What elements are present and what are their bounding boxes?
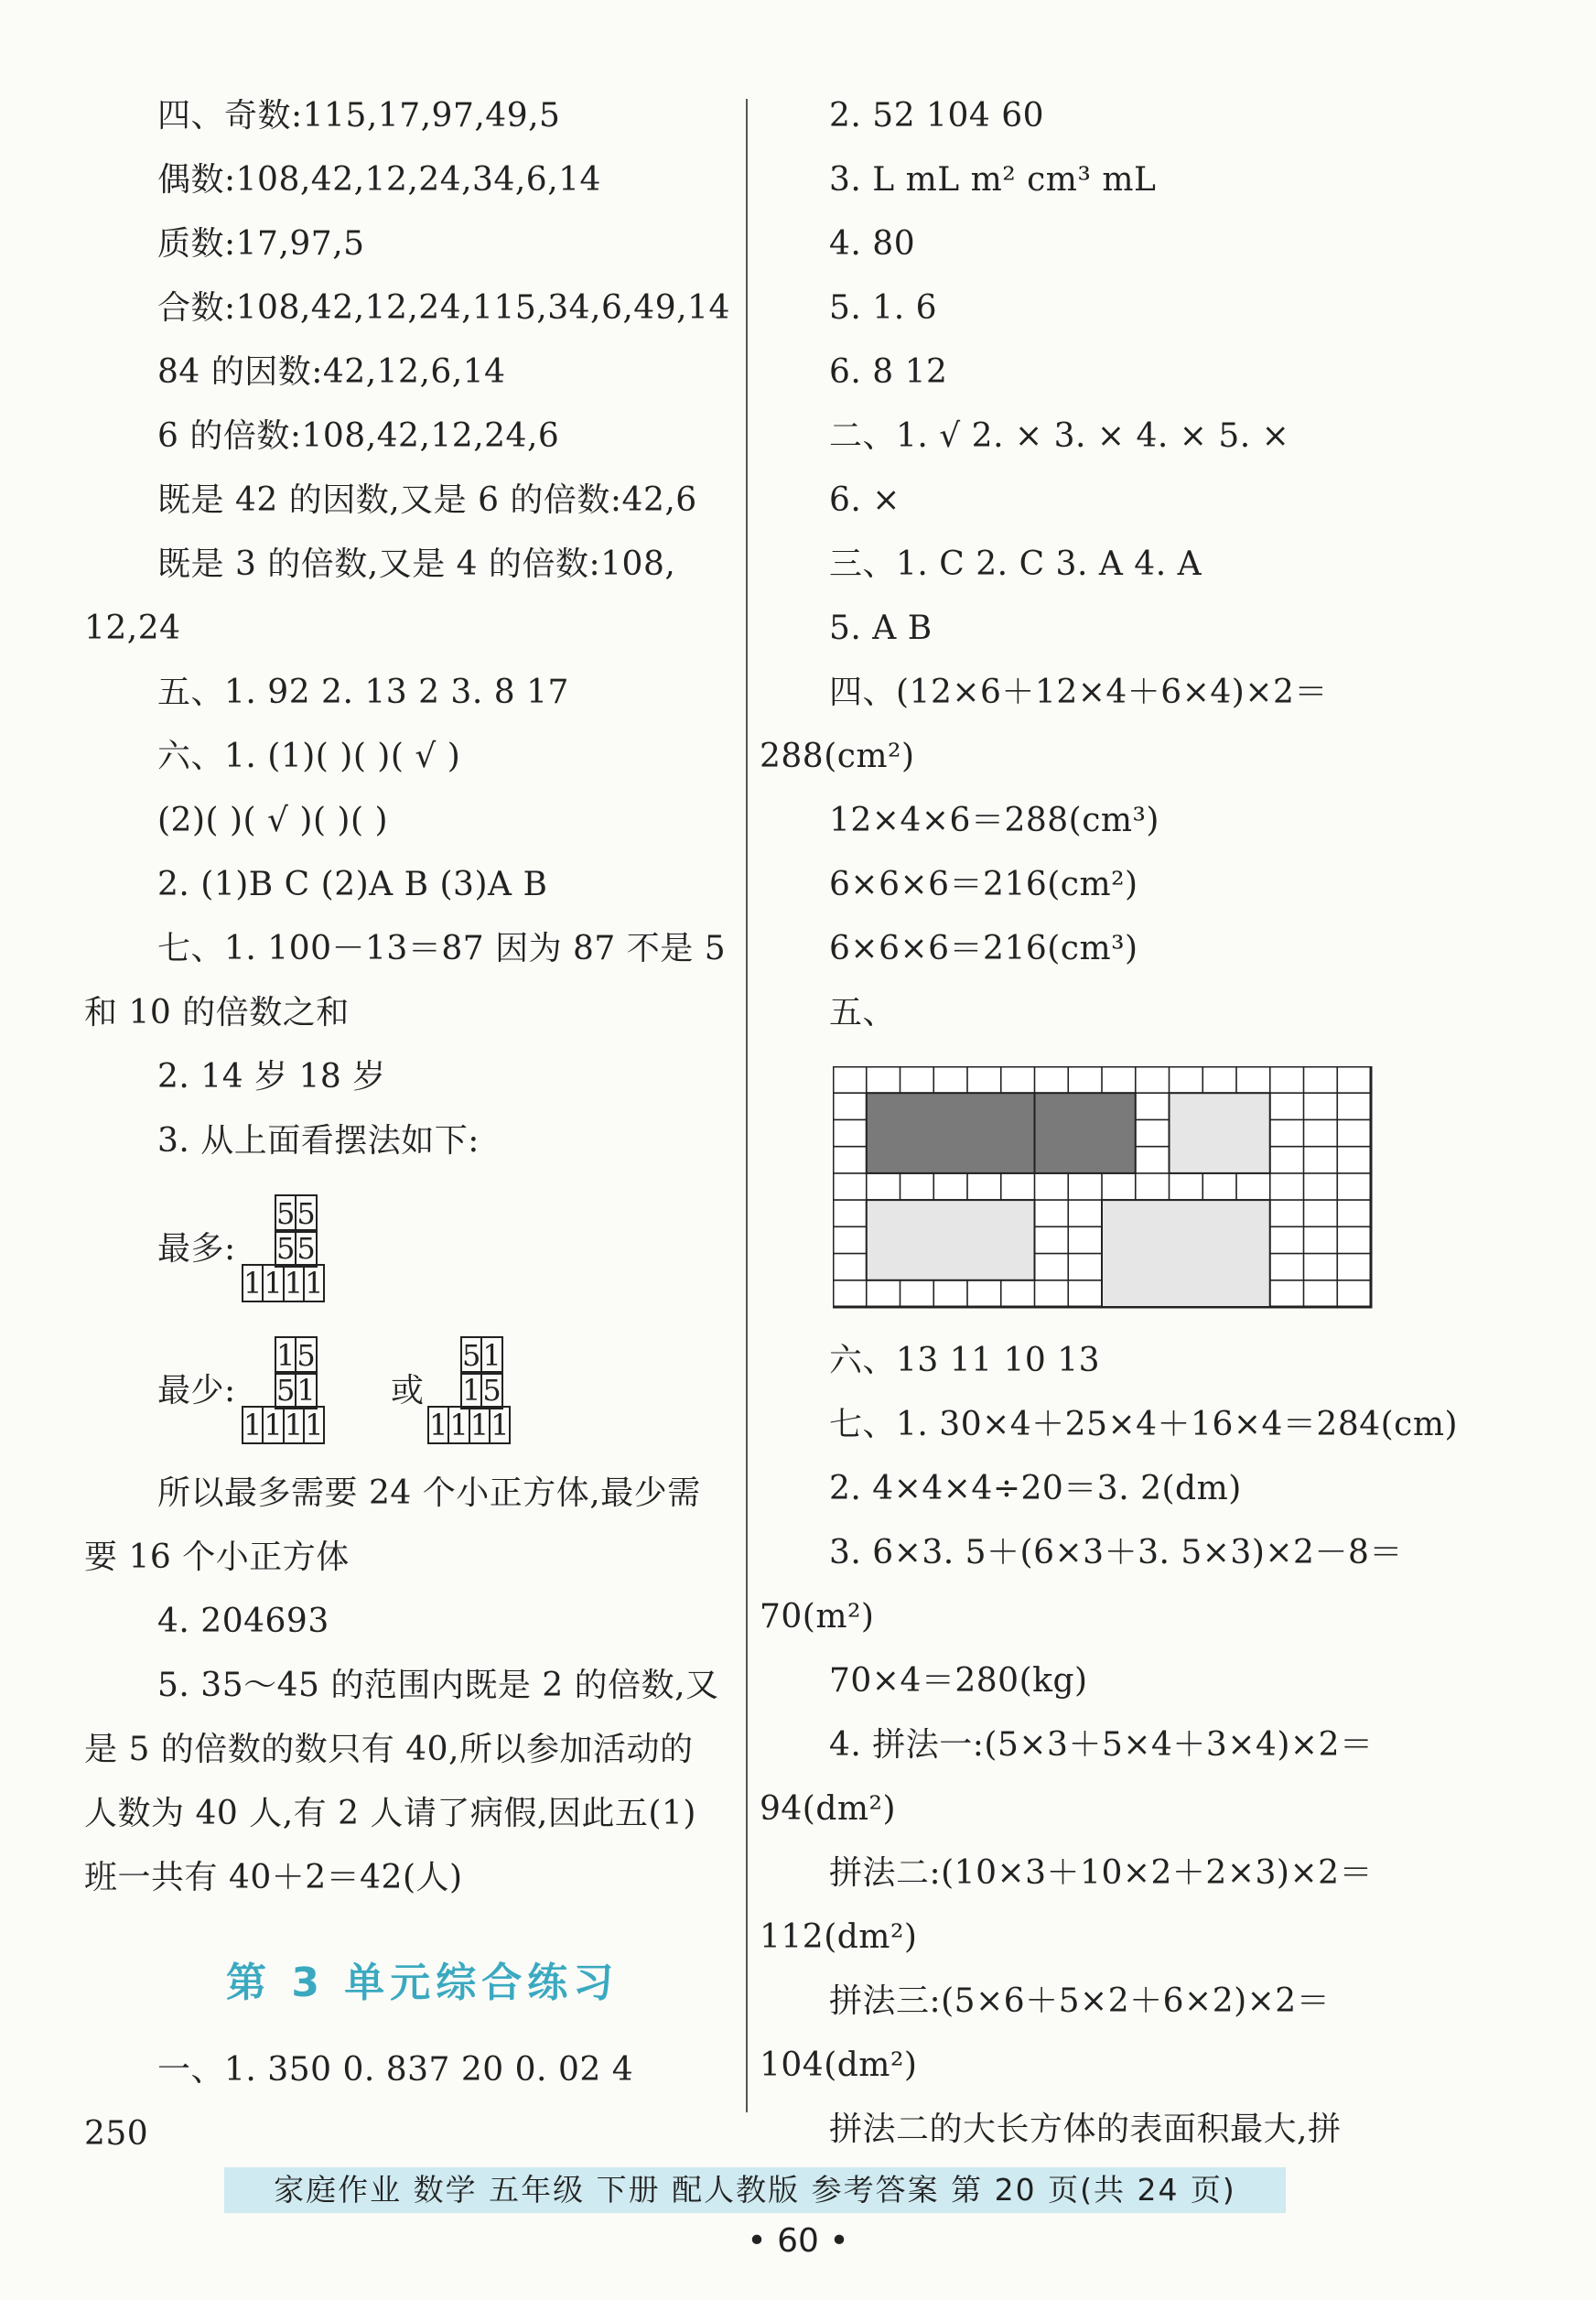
text-line: (2)( )( √ )( )( ) — [157, 802, 389, 839]
text-line: 是 5 的倍数的数只有 40,所以参加活动的 — [84, 1731, 694, 1768]
text-line: 6. 8 12 — [829, 353, 948, 391]
cube-row — [427, 1406, 511, 1444]
text-line: 12×4×6＝288(cm³) — [829, 802, 1159, 839]
text-line: 拼法三:(5×6＋5×2＋6×2)×2＝ — [829, 1982, 1331, 2020]
or-label: 或 — [391, 1372, 425, 1409]
text-line: 3. 6×3. 5＋(6×3＋3. 5×3)×2－8＝ — [829, 1534, 1403, 1571]
text-line: 288(cm²) — [760, 738, 915, 775]
cube-cell: 1 — [264, 1408, 283, 1442]
cube-cell: 1 — [284, 1266, 304, 1301]
unfolding-grid-figure — [833, 1066, 1373, 1309]
text-line: 四、奇数:115,17,97,49,5 — [157, 97, 561, 135]
cube-cell: 5 — [276, 1196, 296, 1231]
text-line: 3. 从上面看摆法如下: — [157, 1122, 480, 1160]
cube-cell: 1 — [469, 1408, 490, 1442]
cube-cell: 1 — [449, 1408, 469, 1442]
text-line: 班一共有 40＋2＝42(人) — [84, 1859, 463, 1896]
text-line: 和 10 的倍数之和 — [84, 994, 350, 1031]
page-number: • 60 • — [747, 2222, 849, 2260]
net-face — [1035, 1093, 1136, 1173]
text-line: 一、1. 350 0. 837 20 0. 02 4 — [157, 2051, 634, 2089]
cube-cell: 5 — [297, 1338, 316, 1373]
footer-banner: 家庭作业 数学 五年级 下册 配人教版 参考答案 第 20 页(共 24 页) — [224, 2167, 1286, 2213]
text-line: 七、1. 100－13＝87 因为 87 不是 5 — [157, 930, 727, 967]
text-line: 2. (1)B C (2)A B (3)A B — [157, 866, 548, 903]
cube-row — [275, 1229, 318, 1268]
text-line: 4. 拼法一:(5×3＋5×4＋3×4)×2＝ — [829, 1726, 1374, 1764]
cube-cell: 1 — [462, 1373, 481, 1408]
text-line: 四、(12×6＋12×4＋6×4)×2＝ — [829, 674, 1328, 711]
cube-row — [275, 1336, 318, 1375]
net-face — [867, 1093, 1035, 1173]
text-line: 质数:17,97,5 — [157, 225, 365, 263]
text-line: 84 的因数:42,12,6,14 — [157, 353, 506, 391]
cube-row — [275, 1371, 318, 1409]
cube-row — [275, 1194, 318, 1233]
cube-cell: 1 — [297, 1373, 316, 1408]
text-line: 112(dm²) — [760, 1918, 918, 1956]
column-divider — [746, 99, 748, 2112]
cube-cell: 1 — [305, 1408, 324, 1442]
text-line: 五、1. 92 2. 13 2 3. 8 17 — [157, 674, 569, 711]
text-line: 70(m²) — [760, 1598, 875, 1636]
text-line: 拼法二:(10×3＋10×2＋2×3)×2＝ — [829, 1854, 1374, 1892]
cube-cell: 1 — [284, 1408, 304, 1442]
text-line: 七、1. 30×4＋25×4＋16×4＝284(cm) — [829, 1406, 1459, 1443]
text-line: 要 16 个小正方体 — [84, 1539, 350, 1576]
text-line: 二、1. √ 2. × 3. × 4. × 5. × — [829, 417, 1290, 455]
text-line: 六、13 11 10 13 — [829, 1342, 1101, 1379]
text-line: 拼法二的大长方体的表面积最大,拼 — [829, 2111, 1342, 2148]
text-line: 2. 52 104 60 — [829, 97, 1045, 135]
net-face — [867, 1200, 1035, 1280]
text-line: 12,24 — [84, 610, 181, 647]
cube-cell: 1 — [429, 1408, 448, 1442]
net-face — [1102, 1200, 1270, 1307]
text-line: 既是 3 的倍数,又是 4 的倍数:108, — [157, 545, 676, 583]
text-line: 6×6×6＝216(cm²) — [829, 866, 1138, 903]
text-line: 6×6×6＝216(cm³) — [829, 930, 1138, 967]
text-line: 6. × — [829, 481, 900, 519]
cube-cell: 1 — [243, 1266, 263, 1301]
cube-cell: 1 — [491, 1408, 510, 1442]
text-line: 5. 1. 6 — [829, 289, 937, 327]
text-line: 既是 42 的因数,又是 6 的倍数:42,6 — [157, 481, 697, 519]
text-line: 人数为 40 人,有 2 人请了病假,因此五(1) — [84, 1795, 696, 1832]
cube-cell: 5 — [276, 1231, 296, 1266]
text-line: 5. A B — [829, 610, 933, 647]
cube-cell: 1 — [482, 1338, 501, 1373]
section-title: 第 3 单元综合练习 — [226, 1960, 620, 2006]
text-line: 70×4＝280(kg) — [829, 1662, 1088, 1700]
cube-row — [242, 1406, 325, 1444]
net-face — [1170, 1093, 1270, 1173]
text-line: 6 的倍数:108,42,12,24,6 — [157, 417, 560, 455]
cube-cell: 5 — [297, 1231, 316, 1266]
cube-cell: 5 — [462, 1338, 481, 1373]
text-line: 2. 14 岁 18 岁 — [157, 1058, 386, 1096]
cube-cell: 1 — [305, 1266, 324, 1301]
text-line: 3. L mL m² cm³ mL — [829, 161, 1157, 199]
text-line: 4. 204693 — [157, 1603, 329, 1640]
cube-cell: 1 — [243, 1408, 263, 1442]
text-line: 三、1. C 2. C 3. A 4. A — [829, 545, 1202, 583]
cube-cell: 5 — [482, 1373, 501, 1408]
cube-row — [242, 1264, 325, 1302]
cube-row — [460, 1371, 503, 1409]
text-line: 94(dm²) — [760, 1790, 897, 1828]
text-line: 六、1. (1)( )( )( √ ) — [157, 738, 461, 775]
text-line: 合数:108,42,12,24,115,34,6,49,14 — [157, 289, 730, 327]
cube-cell: 5 — [297, 1196, 316, 1231]
cube-cell: 5 — [276, 1373, 296, 1408]
text-line: 所以最多需要 24 个小正方体,最少需 — [157, 1474, 701, 1512]
most-label: 最多: — [157, 1230, 236, 1268]
text-line: 五、 — [829, 994, 897, 1031]
text-line: 2. 4×4×4÷20＝3. 2(dm) — [829, 1470, 1242, 1507]
text-line: 4. 80 — [829, 225, 916, 263]
text-line: 250 — [84, 2115, 149, 2153]
least-label: 最少: — [157, 1372, 236, 1409]
cube-cell: 1 — [264, 1266, 283, 1301]
text-line: 5. 35～45 的范围内既是 2 的倍数,又 — [157, 1667, 719, 1704]
cube-cell: 1 — [276, 1338, 296, 1373]
text-line: 104(dm²) — [760, 2046, 918, 2084]
text-line: 偶数:108,42,12,24,34,6,14 — [157, 161, 601, 199]
cube-row — [460, 1336, 503, 1375]
